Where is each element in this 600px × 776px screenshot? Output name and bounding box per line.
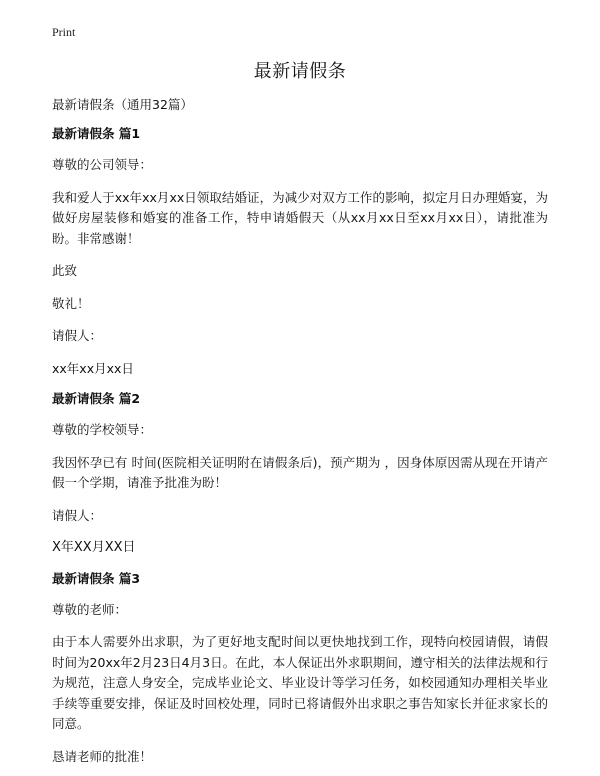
section-heading: 最新请假条 篇1 [52,126,141,141]
salutation: 尊敬的老师： [52,601,128,617]
document-title: 最新请假条 [253,61,347,82]
section-1 [52,125,548,379]
signature-label: 请假人： [52,328,103,343]
closing-line: 敬礼！ [52,295,90,311]
section-heading: 最新请假条 篇2 [52,391,141,406]
section-heading: 最新请假条 篇3 [52,570,141,586]
closing-line: 此致 [52,263,78,278]
document-subtitle: 最新请假条（通用32篇） [52,97,193,112]
section-3 [52,570,548,768]
print-label[interactable]: Print [52,25,76,39]
body-paragraph: 我和爱人于xx年xx月xx日领取结婚证，为减少对双方工作的影响，拟定月日办理婚宴，为做好房屋装修和婚宴的准备工作，特申请婚假天（从xx月xx日至xx月xx日），请批准为盼。非常感谢！ [52,189,548,246]
signature-label: 请假人： [52,507,103,523]
closing-line: 恳请老师的批准！ [52,748,153,764]
section-2 [52,390,548,559]
signature-date: xx年xx月xx日 [52,360,134,376]
body-paragraph: 我因怀孕已有 时间(医院相关证明附在请假条后)，预产期为 ，因身体原因需从现在开请产假一个学期，请准予批准为盼！ [52,454,548,490]
body-paragraph: 由于本人需要外出求职，为了更好地支配时间以更快地找到工作，现特向校园请假，请假时间为20xx年2月23日4月3日。在此，本人保证出外求职期间，遵守相关的法律法规和行为规范，注意人身安全，完成毕业论文、毕业设计等学习任务，如校园通知办理相关毕业手续等重要安排，保证及时回校处理，同时已将请假外出求职之事告知家长并征求家长的同意。 [52,634,548,731]
salutation: 尊敬的公司领导： [52,157,153,172]
salutation: 尊敬的学校领导： [52,422,153,437]
signature-date: X年XX月XX日 [52,540,136,555]
